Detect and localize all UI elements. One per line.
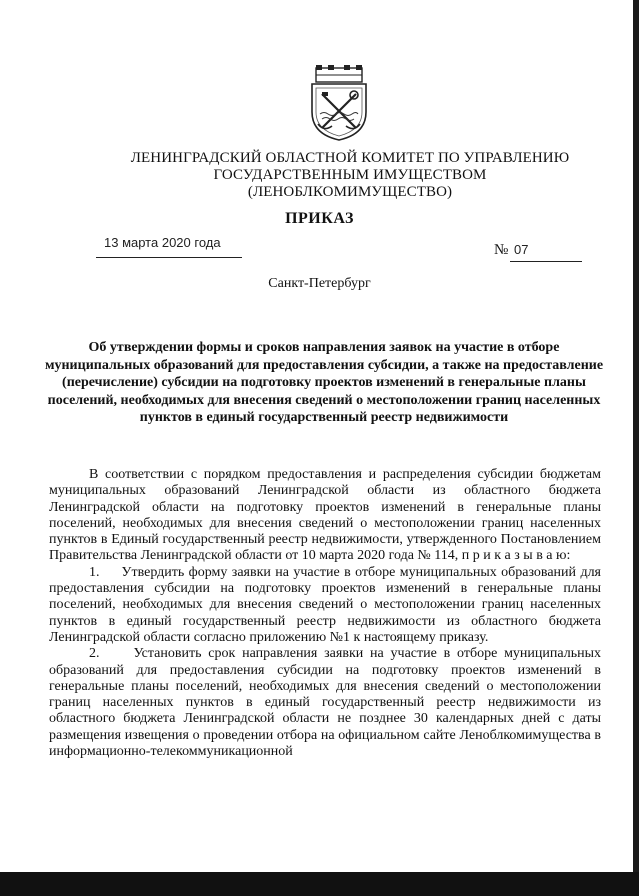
coat-of-arms-icon: [302, 64, 376, 142]
order-number-field: [494, 242, 584, 262]
order-date: 13 марта 2020 года: [104, 235, 221, 250]
body-item-1: 1. Утвердить форму заявки на участие в отборе муниципальных образований для предоставления субсидии на подготовку проектов изменений в генеральные планы поселений, необходимых для внесения сведений о местоположении границ населенных пунктов в единый государственный реестр недвижимости из областного бюджета Ленинградской области согласно приложению №1 к настоящему приказу.: [49, 564, 601, 645]
body-intro: В соответствии с порядком предоставления и распределения субсидии бюджетам муниципальных образований Ленинградской области из областного бюджета Ленинградской области на подготовку проектов изменений в генеральные планы поселений, необходимых для внесения сведений о местоположении границ населенных пунктов в Единый государственный реестр недвижимости, утвержденного Постановлением Правительства Ленинградской области от 10 марта 2020 года № 114, п р и к а з ы в а ю:: [49, 467, 601, 564]
order-body: [49, 467, 601, 760]
scan-edge: [633, 0, 639, 896]
number-sign: №: [494, 242, 509, 258]
order-number: 07: [514, 242, 529, 257]
scan-bottom-edge: [0, 872, 639, 896]
city-name: Санкт-Петербург: [268, 276, 371, 291]
body-item-2: 2. Установить срок направления заявки на участие в отборе муниципальных образований для предоставления субсидии на подготовку проектов изменений в генеральные планы поселений, необходимых для внесения сведений о местоположении границ населенных пунктов в единый государственный реестр недвижимости из областного бюджета Ленинградской области не позднее 30 календарных дней с даты размещения извещения о проведении отбора на официальном сайте Леноблкомимущества в информационно-телекоммуникационной: [49, 646, 601, 760]
order-subject: Об утверждении формы и сроков направления заявок на участие в отборе муниципальных образований для предоставления субсидии, а также на предоставление (перечисление) субсидии на подготовку проектов изменений в генеральные планы поселений, необходимых для внесения сведений о местоположении границ населенных пунктов в единый государственный реестр недвижимости: [44, 340, 604, 425]
organization-name: [90, 150, 610, 201]
org-line-2: ГОСУДАРСТВЕННЫМ ИМУЩЕСТВОМ: [213, 167, 487, 183]
order-date-field: [96, 235, 242, 258]
org-line-1: ЛЕНИНГРАДСКИЙ ОБЛАСТНОЙ КОМИТЕТ ПО УПРАВЛЕНИЮ: [130, 150, 570, 166]
org-line-3: (ЛЕНОБЛКОМИМУЩЕСТВО): [247, 184, 453, 200]
order-title: ПРИКАЗ: [285, 210, 354, 227]
